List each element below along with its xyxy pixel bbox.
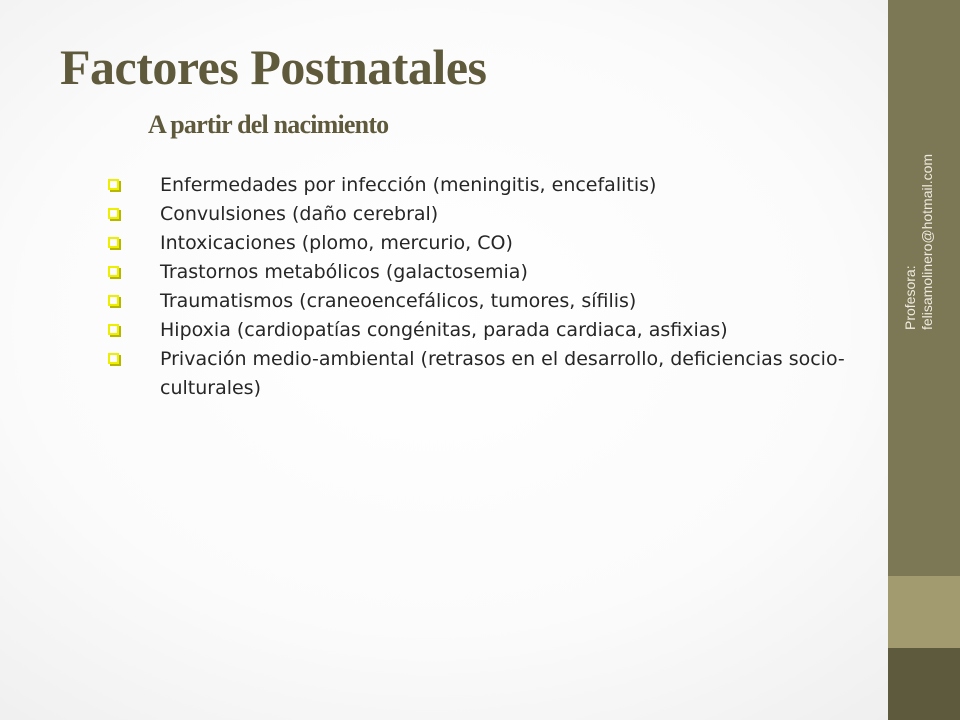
square-bullet-icon xyxy=(108,266,119,277)
bullet-text: Intoxicaciones (plomo, mercurio, CO) xyxy=(160,232,513,254)
square-bullet-icon xyxy=(108,179,119,190)
bullet-item xyxy=(106,258,876,287)
bullet-text: Enfermedades por infección (meningitis, encefalitis) xyxy=(160,174,657,196)
square-bullet-icon xyxy=(108,353,119,364)
bullet-item xyxy=(106,345,876,403)
bullet-item xyxy=(106,200,876,229)
bullet-text: Trastornos metabólicos (galactosemia) xyxy=(160,261,528,283)
square-bullet-icon xyxy=(108,324,119,335)
sidebar-bottom-block xyxy=(888,648,960,720)
bullet-list xyxy=(106,171,876,403)
bullet-text: Traumatismos (craneoencefálicos, tumores, sífilis) xyxy=(160,290,637,312)
slide-subtitle: A partir del nacimiento xyxy=(148,110,389,139)
square-bullet-icon xyxy=(108,295,119,306)
bullet-text: Convulsiones (daño cerebral) xyxy=(160,203,439,225)
bullet-item xyxy=(106,287,876,316)
bullet-item xyxy=(106,171,876,200)
slide-title: Factores Postnatales xyxy=(60,39,487,95)
bullet-text: Hipoxia (cardiopatías congénitas, parada cardiaca, asfixias) xyxy=(160,319,728,341)
footer-text xyxy=(902,110,936,330)
bullet-item xyxy=(106,229,876,258)
bullet-item xyxy=(106,316,876,345)
footer-line-1: Profesora: xyxy=(902,265,918,330)
bullet-text: Privación medio-ambiental (retrasos en el desarrollo, deficiencias socio-culturales) xyxy=(160,348,845,399)
footer-line-2: felisamolinero@hotmail.com xyxy=(919,153,935,330)
square-bullet-icon xyxy=(108,208,119,219)
footer xyxy=(902,110,948,330)
sidebar-accent-block xyxy=(888,576,960,648)
square-bullet-icon xyxy=(108,237,119,248)
